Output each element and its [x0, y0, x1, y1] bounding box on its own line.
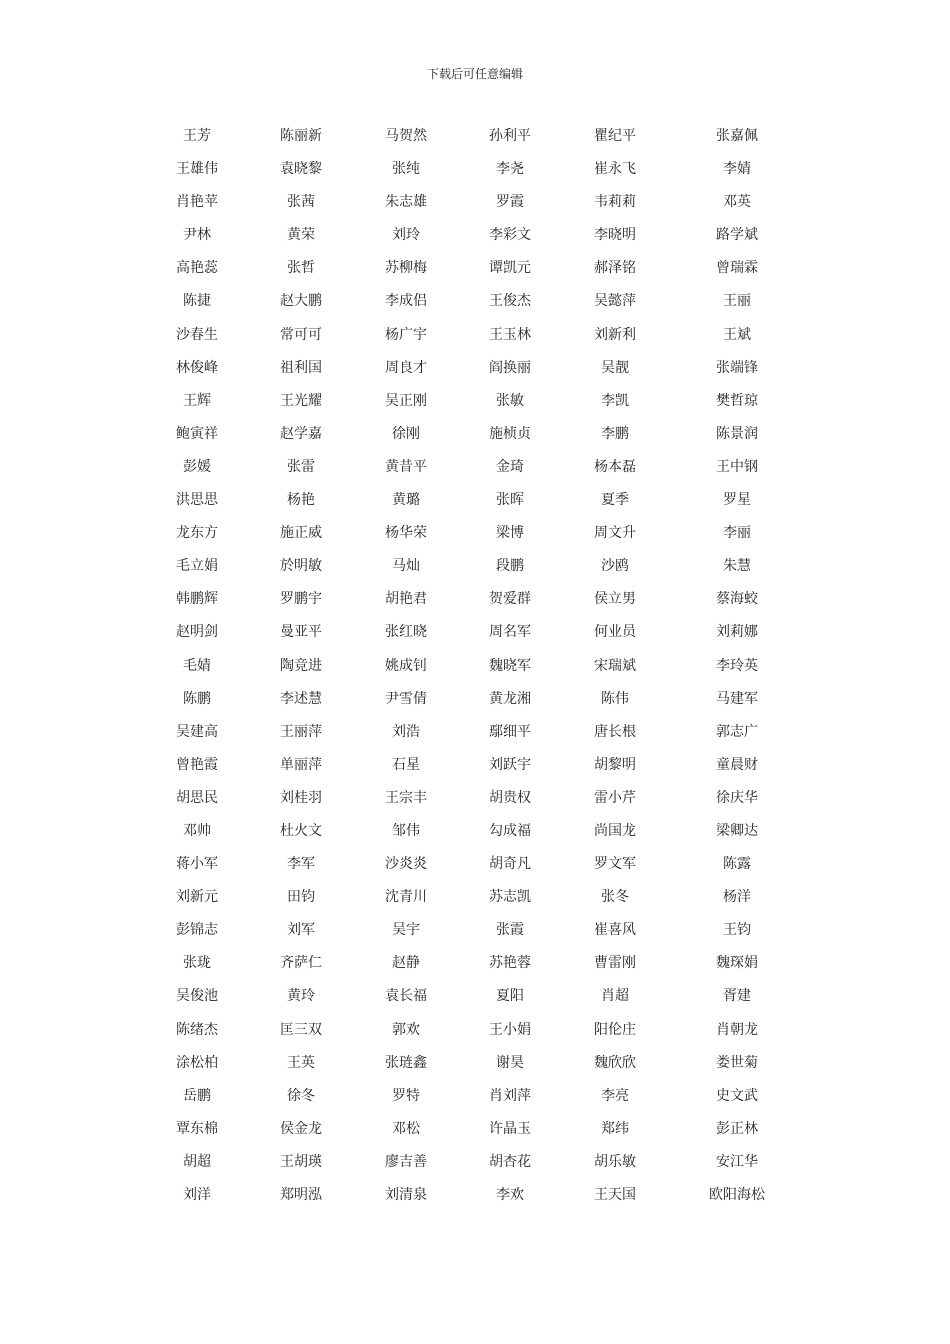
name-cell: 张敏: [496, 392, 524, 409]
name-cell: 史文武: [716, 1087, 758, 1104]
name-cell: 郑明泓: [280, 1187, 322, 1203]
name-cell: 周名军: [489, 624, 531, 641]
name-cell: 欧阳海松: [709, 1187, 765, 1203]
name-cell: 崔永飞: [594, 161, 636, 178]
name-cell: 彭锦志: [176, 922, 218, 939]
name-cell: 黄荣: [287, 227, 315, 244]
name-cell: 李亮: [601, 1087, 629, 1104]
name-cell: 张冬: [601, 889, 629, 906]
name-cell: 郭志广: [716, 723, 758, 740]
name-row: [0, 815, 950, 848]
name-cell: 王英: [287, 1054, 315, 1071]
name-cell: 王中钢: [716, 458, 758, 475]
name-cell: 郝泽铭: [594, 260, 636, 277]
name-cell: 张端锋: [716, 359, 758, 376]
name-cell: 苏志凯: [489, 889, 531, 906]
name-cell: 勾成福: [489, 822, 531, 839]
name-row: [0, 1014, 950, 1047]
name-cell: 匡三双: [280, 1021, 322, 1038]
name-cell: 王小娟: [489, 1021, 531, 1038]
name-cell: 张雷: [287, 458, 315, 475]
name-cell: 彭正林: [716, 1120, 758, 1137]
name-cell: 沈青川: [385, 889, 427, 906]
name-cell: 韦莉莉: [594, 194, 636, 211]
name-cell: 张茜: [287, 194, 315, 211]
name-cell: 徐刚: [392, 425, 420, 442]
name-cell: 杨洋: [723, 889, 751, 906]
name-cell: 王斌: [723, 326, 751, 343]
name-cell: 罗霞: [496, 194, 524, 211]
name-cell: 鲍寅祥: [176, 425, 218, 442]
name-cell: 阳伦庄: [594, 1021, 636, 1038]
name-cell: 施正威: [280, 525, 322, 542]
name-cell: 姚成钊: [385, 657, 427, 674]
name-cell: 张嘉佩: [716, 128, 758, 144]
name-cell: 石星: [392, 756, 420, 773]
name-cell: 李尧: [496, 161, 524, 178]
name-cell: 魏晓军: [489, 657, 531, 674]
name-cell: 吴靓: [601, 359, 629, 376]
name-row: [0, 914, 950, 947]
name-cell: 周良才: [385, 359, 427, 376]
name-cell: 王天国: [594, 1187, 636, 1203]
name-cell: 阎换丽: [489, 359, 531, 376]
name-cell: 何业员: [594, 624, 636, 641]
name-cell: 刘浩: [392, 723, 420, 740]
name-cell: 鄢细平: [489, 723, 531, 740]
name-cell: 沙鸥: [601, 558, 629, 575]
name-cell: 朱慧: [723, 558, 751, 575]
name-cell: 梁博: [496, 525, 524, 542]
name-cell: 黄龙湘: [489, 690, 531, 707]
name-cell: 覃东棉: [176, 1120, 218, 1137]
name-cell: 刘跃宇: [489, 756, 531, 773]
name-cell: 胡思民: [176, 789, 218, 806]
name-cell: 郑纬: [601, 1120, 629, 1137]
name-cell: 常可可: [280, 326, 322, 343]
name-cell: 单丽萍: [280, 756, 322, 773]
name-cell: 袁晓黎: [280, 161, 322, 178]
name-cell: 陈伟: [601, 690, 629, 707]
name-cell: 谢昊: [496, 1054, 524, 1071]
name-cell: 邓英: [723, 194, 751, 211]
name-cell: 贺爱群: [489, 591, 531, 608]
name-cell: 洪思思: [176, 492, 218, 509]
name-cell: 王辉: [183, 392, 211, 409]
name-cell: 金琦: [496, 458, 524, 475]
name-row: [0, 319, 950, 352]
name-cell: 杨艳: [287, 492, 315, 509]
name-row: [0, 418, 950, 451]
name-row: [0, 285, 950, 318]
name-cell: 邓松: [392, 1120, 420, 1137]
name-cell: 马灿: [392, 558, 420, 575]
name-cell: 李成侣: [385, 293, 427, 310]
name-cell: 赵学嘉: [280, 425, 322, 442]
name-row: [0, 716, 950, 749]
name-cell: 李鹏: [601, 425, 629, 442]
name-cell: 宋瑞斌: [594, 657, 636, 674]
name-row: [0, 782, 950, 815]
name-cell: 王光耀: [280, 392, 322, 409]
name-cell: 崔喜风: [594, 922, 636, 939]
name-cell: 侯金龙: [280, 1120, 322, 1137]
name-cell: 路学斌: [716, 227, 758, 244]
name-cell: 王丽: [723, 293, 751, 310]
name-row: [0, 352, 950, 385]
name-cell: 尚国龙: [594, 822, 636, 839]
name-cell: 吴懿萍: [594, 293, 636, 310]
name-cell: 张霞: [496, 922, 524, 939]
name-cell: 陈绪杰: [176, 1021, 218, 1038]
name-cell: 李凯: [601, 392, 629, 409]
name-cell: 魏琛娟: [716, 955, 758, 972]
name-cell: 侯立男: [594, 591, 636, 608]
name-cell: 杨华荣: [385, 525, 427, 542]
name-cell: 李婧: [723, 161, 751, 178]
name-cell: 肖艳苹: [176, 194, 218, 211]
name-cell: 陈捷: [183, 293, 211, 310]
name-cell: 张红晓: [385, 624, 427, 641]
name-cell: 黄玲: [287, 988, 315, 1005]
name-cell: 杨本磊: [594, 458, 636, 475]
page-header: 下载后可任意编辑: [426, 67, 523, 81]
name-cell: 高艳蕊: [176, 260, 218, 277]
name-cell: 毛立娟: [176, 558, 218, 575]
name-cell: 段鹏: [496, 558, 524, 575]
name-cell: 曹雷刚: [594, 955, 636, 972]
name-cell: 刘桂羽: [280, 789, 322, 806]
name-row: [0, 947, 950, 980]
name-cell: 赵静: [392, 955, 420, 972]
name-cell: 张珑: [183, 955, 211, 972]
name-cell: 邓帅: [183, 822, 211, 839]
name-cell: 唐长根: [594, 723, 636, 740]
name-cell: 王雄伟: [176, 161, 218, 178]
name-cell: 胡贵权: [489, 789, 531, 806]
name-cell: 陈鹏: [183, 690, 211, 707]
name-cell: 龙东方: [176, 525, 218, 542]
name-row: [0, 120, 950, 153]
name-cell: 罗鹏宇: [280, 591, 322, 608]
name-cell: 李丽: [723, 525, 751, 542]
name-cell: 胡杏花: [489, 1153, 531, 1170]
name-cell: 毛婧: [183, 657, 211, 674]
name-row: [0, 1146, 950, 1179]
name-cell: 罗星: [723, 492, 751, 509]
name-cell: 刘莉娜: [716, 624, 758, 641]
name-cell: 罗文军: [594, 856, 636, 873]
name-cell: 许晶玉: [489, 1120, 531, 1137]
name-row: [0, 848, 950, 881]
name-cell: 李述慧: [280, 690, 322, 707]
name-cell: 周文升: [594, 525, 636, 542]
name-cell: 王丽萍: [280, 723, 322, 740]
name-cell: 黄璐: [392, 492, 420, 509]
name-cell: 刘清泉: [385, 1187, 427, 1203]
name-cell: 曼亚平: [280, 624, 322, 641]
name-row: [0, 186, 950, 219]
name-cell: 尹雪倩: [385, 690, 427, 707]
name-cell: 陶竞进: [280, 657, 322, 674]
name-row: [0, 517, 950, 550]
name-cell: 夏阳: [496, 988, 524, 1005]
name-cell: 夏季: [601, 492, 629, 509]
name-cell: 肖超: [601, 988, 629, 1005]
name-cell: 黄昔平: [385, 458, 427, 475]
name-cell: 於明敏: [280, 558, 322, 575]
name-row: [0, 484, 950, 517]
name-cell: 尹林: [183, 227, 211, 244]
name-cell: 马贺然: [385, 128, 427, 144]
name-row: [0, 683, 950, 716]
name-cell: 刘新利: [594, 326, 636, 343]
name-cell: 王玉林: [489, 326, 531, 343]
name-cell: 郭欢: [392, 1021, 420, 1038]
name-row: [0, 550, 950, 583]
name-row: [0, 451, 950, 484]
name-cell: 孙利平: [489, 128, 531, 144]
name-cell: 李晓明: [594, 227, 636, 244]
name-cell: 肖朝龙: [716, 1021, 758, 1038]
name-cell: 刘玲: [392, 227, 420, 244]
name-cell: 王钧: [723, 922, 751, 939]
name-cell: 刘洋: [183, 1187, 211, 1203]
name-cell: 苏艳蓉: [489, 955, 531, 972]
name-row: [0, 881, 950, 914]
name-row: [0, 385, 950, 418]
name-cell: 沙春生: [176, 326, 218, 343]
name-cell: 邹伟: [392, 822, 420, 839]
name-cell: 胡奇凡: [489, 856, 531, 873]
name-cell: 曾艳霞: [176, 756, 218, 773]
name-cell: 吴建高: [176, 723, 218, 740]
name-cell: 张晖: [496, 492, 524, 509]
name-cell: 瞿纪平: [594, 128, 636, 144]
name-grid: [0, 120, 950, 1212]
name-row: [0, 153, 950, 186]
name-cell: 谭凯元: [489, 260, 531, 277]
name-cell: 彭媛: [183, 458, 211, 475]
name-cell: 苏柳梅: [385, 260, 427, 277]
name-cell: 蒋小军: [176, 856, 218, 873]
name-cell: 王芳: [183, 128, 211, 144]
name-cell: 岳鹏: [183, 1087, 211, 1104]
name-row: [0, 252, 950, 285]
name-cell: 曾瑞霖: [716, 260, 758, 277]
name-cell: 田钧: [287, 889, 315, 906]
name-row: [0, 219, 950, 252]
name-cell: 胡黎明: [594, 756, 636, 773]
name-cell: 袁长福: [385, 988, 427, 1005]
name-cell: 李彩文: [489, 227, 531, 244]
name-cell: 张琏鑫: [385, 1054, 427, 1071]
name-row: [0, 1080, 950, 1113]
name-cell: 林俊峰: [176, 359, 218, 376]
name-cell: 蔡海蛟: [716, 591, 758, 608]
name-cell: 罗特: [392, 1087, 420, 1104]
name-cell: 樊哲琼: [716, 392, 758, 409]
name-cell: 赵大鹏: [280, 293, 322, 310]
name-cell: 赵明剑: [176, 624, 218, 641]
name-cell: 胡艳君: [385, 591, 427, 608]
name-row: [0, 616, 950, 649]
name-cell: 杨广宇: [385, 326, 427, 343]
name-cell: 娄世菊: [716, 1054, 758, 1071]
name-cell: 梁卿达: [716, 822, 758, 839]
name-cell: 王俊杰: [489, 293, 531, 310]
name-cell: 吴宇: [392, 922, 420, 939]
name-row: [0, 1047, 950, 1080]
name-row: [0, 1113, 950, 1146]
name-cell: 胡乐敏: [594, 1153, 636, 1170]
name-cell: 王宗丰: [385, 789, 427, 806]
name-row: [0, 583, 950, 616]
name-cell: 李欢: [496, 1187, 524, 1203]
name-row: [0, 1179, 950, 1212]
name-cell: 涂松柏: [176, 1054, 218, 1071]
name-row: [0, 650, 950, 683]
name-cell: 胥建: [723, 988, 751, 1005]
name-cell: 童晨财: [716, 756, 758, 773]
name-cell: 陈景润: [716, 425, 758, 442]
name-cell: 张纯: [392, 161, 420, 178]
name-row: [0, 980, 950, 1013]
name-cell: 吴俊池: [176, 988, 218, 1005]
name-cell: 马建军: [716, 690, 758, 707]
name-cell: 雷小芹: [594, 789, 636, 806]
name-cell: 陈丽新: [280, 128, 322, 144]
name-cell: 陈露: [723, 856, 751, 873]
name-cell: 齐萨仁: [280, 955, 322, 972]
name-cell: 徐庆华: [716, 789, 758, 806]
name-cell: 韩鹏辉: [176, 591, 218, 608]
name-cell: 施桢贞: [489, 425, 531, 442]
name-cell: 徐冬: [287, 1087, 315, 1104]
name-cell: 李玲英: [716, 657, 758, 674]
name-cell: 沙炎炎: [385, 856, 427, 873]
name-cell: 廖吉善: [385, 1153, 427, 1170]
name-cell: 李军: [287, 856, 315, 873]
name-cell: 祖利国: [280, 359, 322, 376]
name-cell: 安江华: [716, 1153, 758, 1170]
name-cell: 胡超: [183, 1153, 211, 1170]
name-cell: 吴正刚: [385, 392, 427, 409]
name-cell: 刘新元: [176, 889, 218, 906]
name-row: [0, 749, 950, 782]
name-cell: 刘军: [287, 922, 315, 939]
name-cell: 张哲: [287, 260, 315, 277]
name-cell: 魏欣欣: [594, 1054, 636, 1071]
name-cell: 朱志雄: [385, 194, 427, 211]
name-cell: 王胡瑛: [280, 1153, 322, 1170]
name-cell: 杜火文: [280, 822, 322, 839]
name-cell: 肖刘萍: [489, 1087, 531, 1104]
